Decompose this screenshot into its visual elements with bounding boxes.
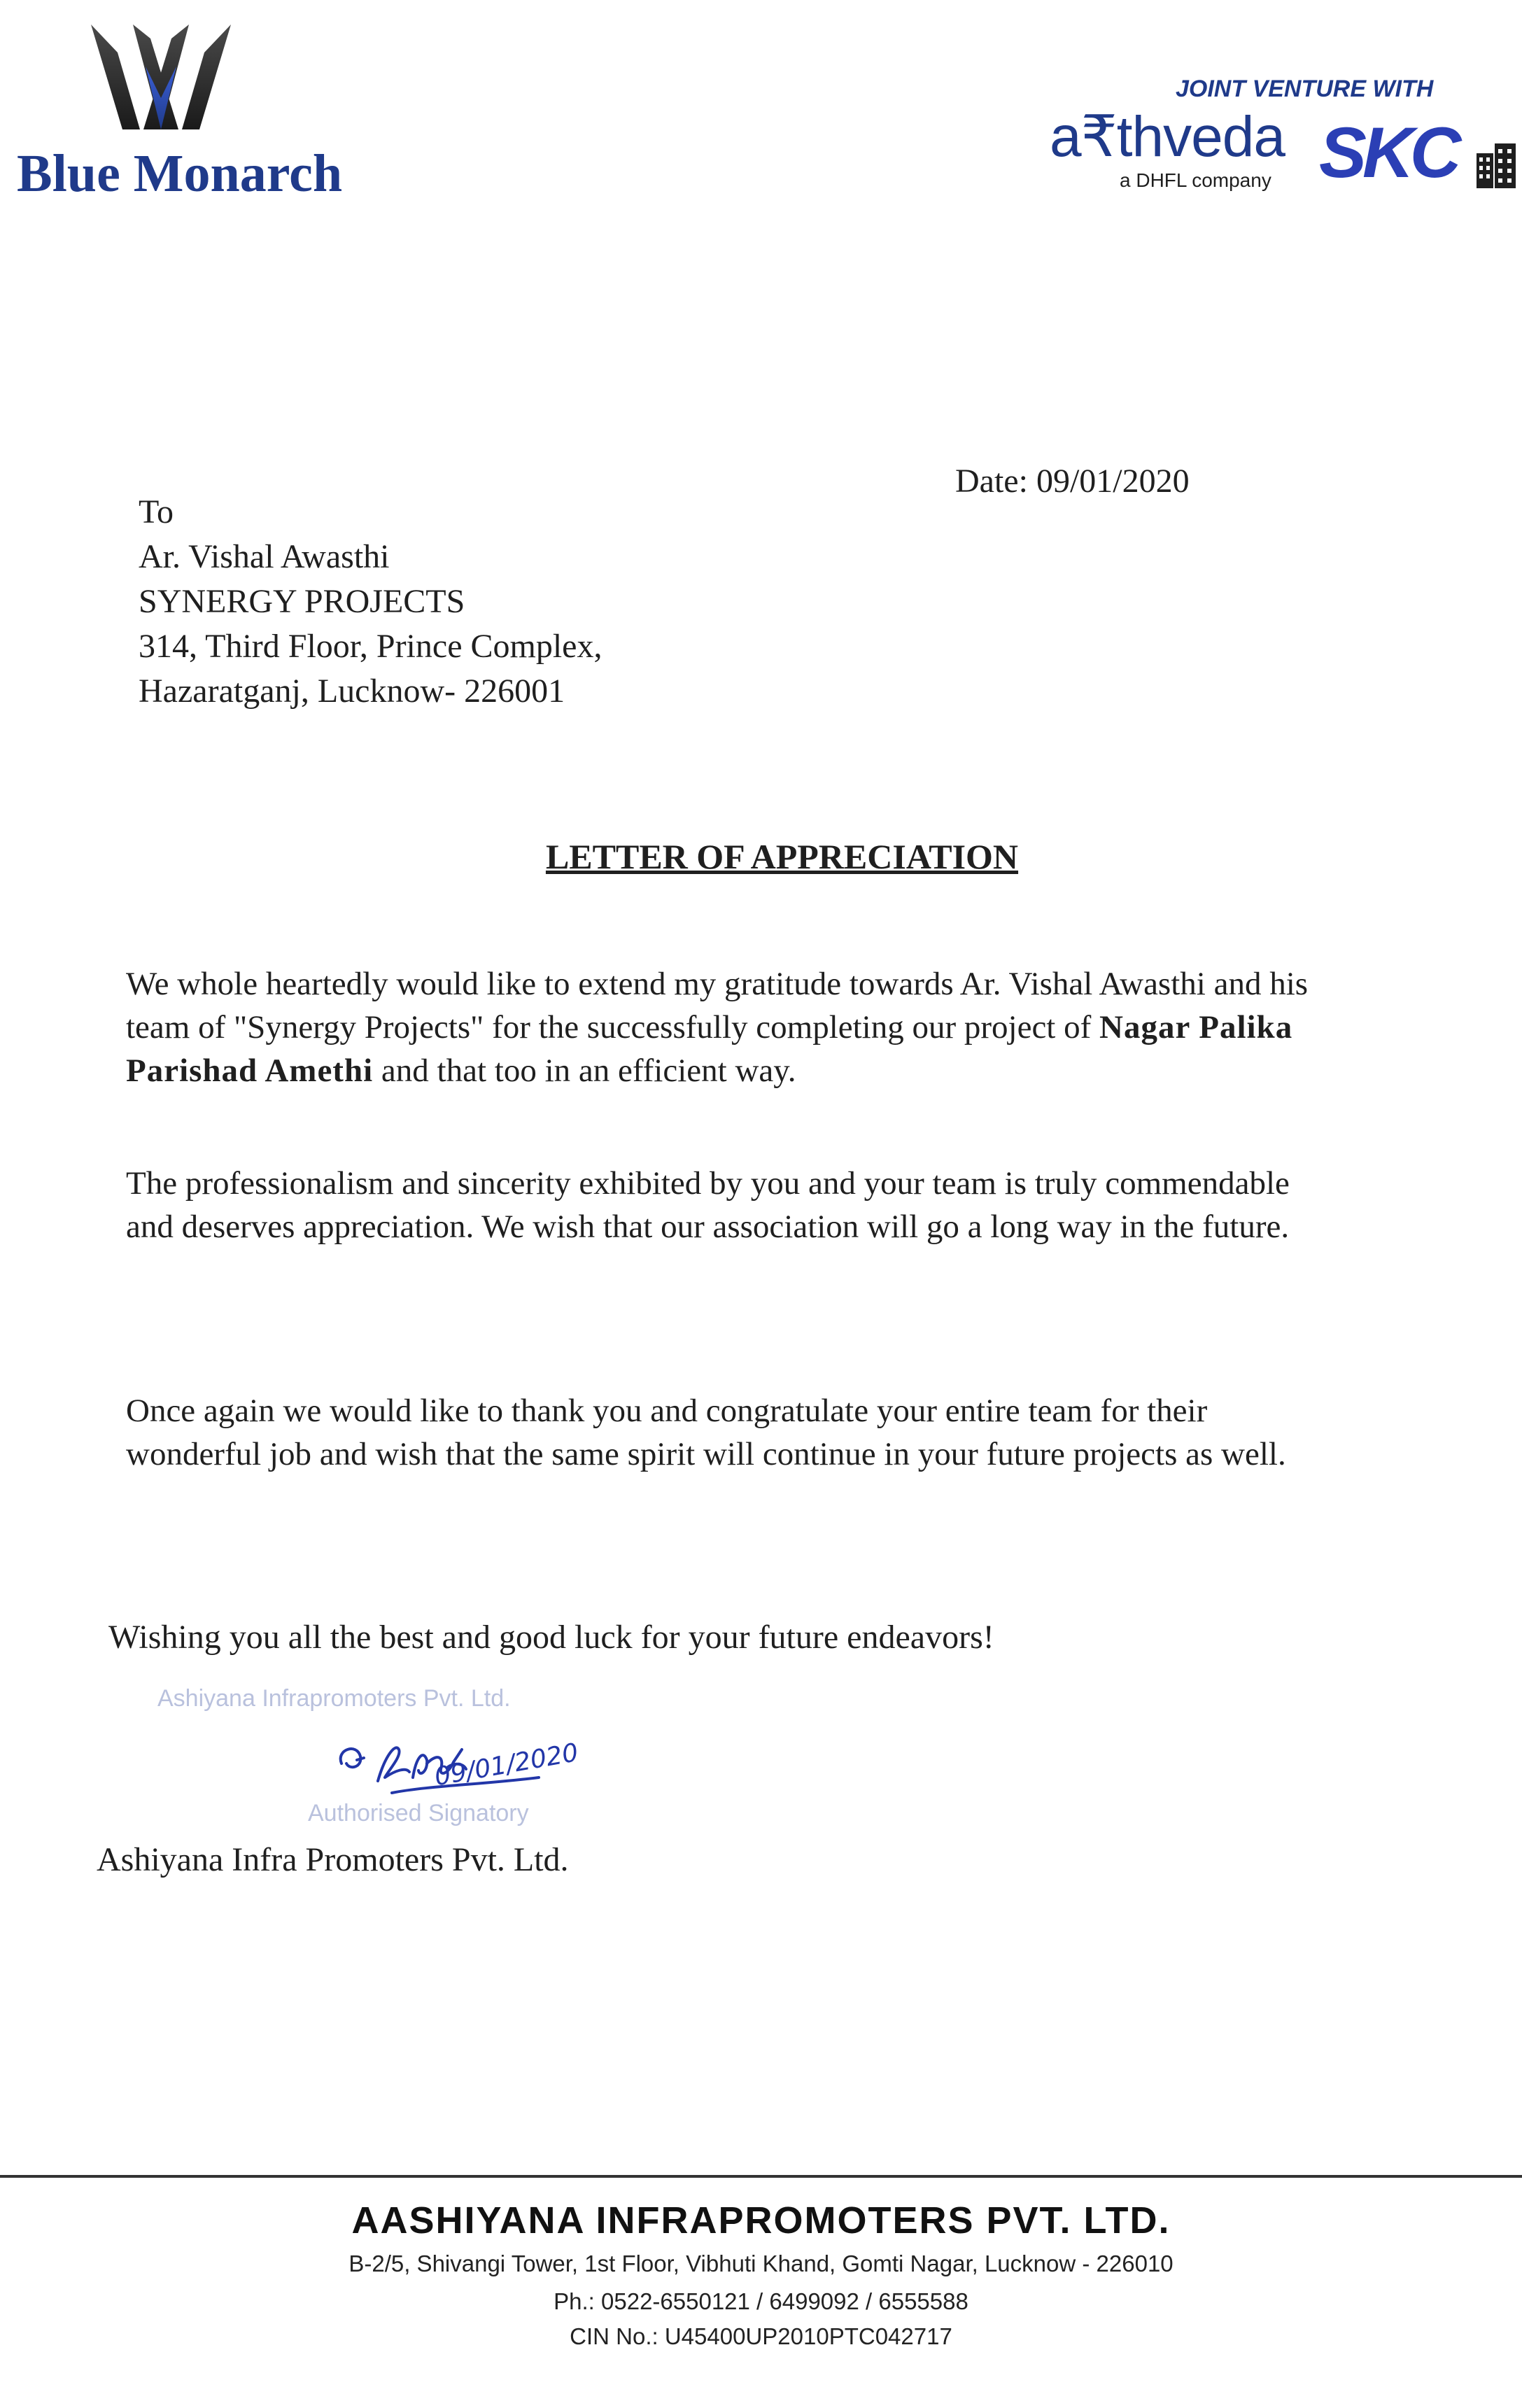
- address-line: Hazaratganj, Lucknow- 226001: [139, 673, 565, 710]
- paragraph-professionalism: The professionalism and sincerity exhibited by you and your team is truly commendable and deserves appreciation. We wish that our association will go a long way in the future.: [126, 1165, 1290, 1245]
- signatory-company: Ashiyana Infra Promoters Pvt. Ltd.: [97, 1841, 569, 1878]
- project-name: Nagar Palika Parishad Amethi: [126, 1009, 1293, 1089]
- footer-phone: Ph.: 0522-6550121 / 6499092 / 6555588: [554, 2288, 968, 2314]
- letter-subject: [0, 836, 1522, 877]
- address-line: 314, Third Floor, Prince Complex,: [139, 628, 603, 665]
- paragraph-gratitude: [126, 962, 1330, 1092]
- stamp-company: Ashiyana Infrapromoters Pvt. Ltd.: [157, 1685, 511, 1712]
- footer-divider: [0, 2175, 1522, 2178]
- letter-date: Date: 09/01/2020: [955, 463, 1190, 500]
- footer-address: B-2/5, Shivangi Tower, 1st Floor, Vibhuti Khand, Gomti Nagar, Lucknow - 226010: [348, 2251, 1174, 2276]
- signature-date: 09/01/2020: [432, 1738, 581, 1792]
- address-line: Ar. Vishal Awasthi: [139, 538, 390, 575]
- address-line: To: [139, 493, 174, 530]
- arthveda-logo-text: a₹thveda: [1050, 105, 1285, 169]
- address-line: SYNERGY PROJECTS: [139, 583, 465, 620]
- stamp-role: Authorised Signatory: [308, 1800, 529, 1826]
- skc-logo: SKC: [1319, 113, 1458, 192]
- recipient-address: [139, 490, 602, 714]
- subject-text: LETTER OF APPRECIATION: [545, 837, 1019, 876]
- w-chevron-logo-icon: [91, 24, 231, 129]
- arthveda-tagline: a DHFL company: [1120, 169, 1271, 191]
- joint-venture-label: JOINT VENTURE WITH: [1176, 76, 1434, 102]
- paragraph-thanks: Once again we would like to thank you and congratulate your entire team for their wonderful job and wish that the same spirit will continue in your future projects as well.: [126, 1393, 1286, 1472]
- footer-company-name: AASHIYANA INFRAPROMOTERS PVT. LTD.: [351, 2199, 1171, 2241]
- footer-cin: CIN No.: U45400UP2010PTC042717: [570, 2323, 952, 2349]
- paragraph-text: and that too in an efficient way.: [381, 1052, 796, 1089]
- closing-wish: Wishing you all the best and good luck for your future endeavors!: [108, 1619, 994, 1656]
- paragraph-text: We whole heartedly would like to extend my gratitude towards Ar. Vishal Awasthi and his team of "Synergy Projects" for the successfully completing our project of: [126, 966, 1309, 1045]
- blue-monarch-name: Blue Monarch: [17, 144, 343, 203]
- building-icon: [1477, 143, 1516, 188]
- blue-monarch-logo: [91, 24, 231, 129]
